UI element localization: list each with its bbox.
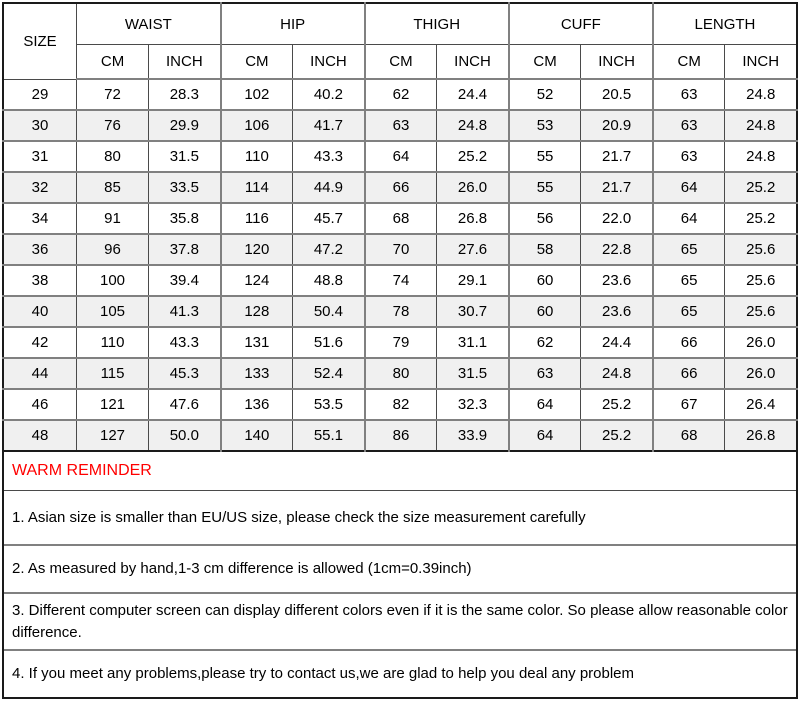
column-group-cuff: CUFF — [509, 3, 653, 45]
value-cell: 62 — [509, 327, 581, 358]
table-row-size-32 — [3, 172, 797, 203]
value-cell: 140 — [221, 420, 293, 451]
header-row-units — [3, 45, 797, 80]
value-cell: 62 — [365, 79, 437, 110]
value-cell: 26.8 — [725, 420, 797, 451]
table-row-size-29 — [3, 79, 797, 110]
value-cell: 96 — [77, 234, 149, 265]
size-chart-body — [3, 79, 797, 451]
value-cell: 106 — [221, 110, 293, 141]
value-cell: 25.2 — [725, 172, 797, 203]
table-row-size-31 — [3, 141, 797, 172]
reminder-note-2: 2. As measured by hand,1-3 cm difference is allowed (1cm=0.39inch) — [4, 544, 796, 592]
value-cell: 58 — [509, 234, 581, 265]
value-cell: 66 — [653, 327, 725, 358]
value-cell: 133 — [221, 358, 293, 389]
column-header-thigh-cm: CM — [365, 45, 437, 80]
reminder-note-1: 1. Asian size is smaller than EU/US size, please check the size measurement carefully — [4, 490, 796, 544]
size-chart-header — [3, 3, 797, 79]
value-cell: 29.9 — [149, 110, 221, 141]
value-cell: 50.0 — [149, 420, 221, 451]
value-cell: 74 — [365, 265, 437, 296]
value-cell: 51.6 — [293, 327, 365, 358]
value-cell: 116 — [221, 203, 293, 234]
column-header-cuff-inch: INCH — [581, 45, 653, 80]
value-cell: 63 — [365, 110, 437, 141]
value-cell: 131 — [221, 327, 293, 358]
column-header-length-cm: CM — [653, 45, 725, 80]
value-cell: 26.0 — [437, 172, 509, 203]
value-cell: 78 — [365, 296, 437, 327]
value-cell: 86 — [365, 420, 437, 451]
value-cell: 31.5 — [437, 358, 509, 389]
value-cell: 24.4 — [581, 327, 653, 358]
table-row-size-38 — [3, 265, 797, 296]
table-row-size-48 — [3, 420, 797, 451]
value-cell: 63 — [653, 79, 725, 110]
value-cell: 100 — [77, 265, 149, 296]
value-cell: 56 — [509, 203, 581, 234]
value-cell: 64 — [653, 203, 725, 234]
value-cell: 48.8 — [293, 265, 365, 296]
value-cell: 72 — [77, 79, 149, 110]
value-cell: 31.5 — [149, 141, 221, 172]
value-cell: 127 — [77, 420, 149, 451]
value-cell: 32.3 — [437, 389, 509, 420]
value-cell: 64 — [365, 141, 437, 172]
value-cell: 60 — [509, 265, 581, 296]
value-cell: 20.5 — [581, 79, 653, 110]
value-cell: 27.6 — [437, 234, 509, 265]
size-cell: 42 — [3, 327, 77, 358]
value-cell: 39.4 — [149, 265, 221, 296]
value-cell: 79 — [365, 327, 437, 358]
value-cell: 20.9 — [581, 110, 653, 141]
value-cell: 121 — [77, 389, 149, 420]
value-cell: 23.6 — [581, 265, 653, 296]
size-chart-table — [2, 2, 798, 452]
column-group-waist: WAIST — [77, 3, 221, 45]
value-cell: 22.8 — [581, 234, 653, 265]
size-chart-page — [2, 2, 798, 699]
value-cell: 110 — [77, 327, 149, 358]
value-cell: 33.9 — [437, 420, 509, 451]
column-group-length: LENGTH — [653, 3, 797, 45]
value-cell: 68 — [365, 203, 437, 234]
column-header-length-inch: INCH — [725, 45, 797, 80]
value-cell: 43.3 — [149, 327, 221, 358]
warm-reminder-title: WARM REMINDER — [12, 462, 152, 480]
value-cell: 44.9 — [293, 172, 365, 203]
value-cell: 24.8 — [725, 141, 797, 172]
column-header-hip-cm: CM — [221, 45, 293, 80]
value-cell: 25.6 — [725, 265, 797, 296]
size-cell: 32 — [3, 172, 77, 203]
column-header-waist-cm: CM — [77, 45, 149, 80]
value-cell: 21.7 — [581, 141, 653, 172]
value-cell: 105 — [77, 296, 149, 327]
value-cell: 22.0 — [581, 203, 653, 234]
value-cell: 66 — [365, 172, 437, 203]
value-cell: 66 — [653, 358, 725, 389]
value-cell: 102 — [221, 79, 293, 110]
value-cell: 24.8 — [725, 110, 797, 141]
value-cell: 25.6 — [725, 234, 797, 265]
value-cell: 23.6 — [581, 296, 653, 327]
value-cell: 55 — [509, 172, 581, 203]
size-cell: 44 — [3, 358, 77, 389]
value-cell: 41.7 — [293, 110, 365, 141]
value-cell: 45.3 — [149, 358, 221, 389]
value-cell: 50.4 — [293, 296, 365, 327]
value-cell: 33.5 — [149, 172, 221, 203]
value-cell: 53 — [509, 110, 581, 141]
value-cell: 29.1 — [437, 265, 509, 296]
value-cell: 25.6 — [725, 296, 797, 327]
value-cell: 136 — [221, 389, 293, 420]
value-cell: 80 — [77, 141, 149, 172]
value-cell: 28.3 — [149, 79, 221, 110]
value-cell: 67 — [653, 389, 725, 420]
value-cell: 24.4 — [437, 79, 509, 110]
value-cell: 37.8 — [149, 234, 221, 265]
value-cell: 60 — [509, 296, 581, 327]
value-cell: 26.4 — [725, 389, 797, 420]
value-cell: 63 — [653, 141, 725, 172]
value-cell: 25.2 — [581, 389, 653, 420]
value-cell: 68 — [653, 420, 725, 451]
value-cell: 24.8 — [725, 79, 797, 110]
value-cell: 25.2 — [581, 420, 653, 451]
value-cell: 110 — [221, 141, 293, 172]
value-cell: 52.4 — [293, 358, 365, 389]
size-cell: 34 — [3, 203, 77, 234]
value-cell: 120 — [221, 234, 293, 265]
value-cell: 47.6 — [149, 389, 221, 420]
column-header-size: SIZE — [3, 3, 77, 79]
column-group-hip: HIP — [221, 3, 365, 45]
table-row-size-42 — [3, 327, 797, 358]
value-cell: 91 — [77, 203, 149, 234]
size-cell: 46 — [3, 389, 77, 420]
value-cell: 41.3 — [149, 296, 221, 327]
value-cell: 65 — [653, 265, 725, 296]
value-cell: 26.0 — [725, 358, 797, 389]
warm-reminder-section — [2, 452, 798, 699]
value-cell: 21.7 — [581, 172, 653, 203]
value-cell: 52 — [509, 79, 581, 110]
size-cell: 48 — [3, 420, 77, 451]
value-cell: 63 — [653, 110, 725, 141]
value-cell: 24.8 — [437, 110, 509, 141]
value-cell: 55 — [509, 141, 581, 172]
value-cell: 26.0 — [725, 327, 797, 358]
table-row-size-40 — [3, 296, 797, 327]
size-cell: 29 — [3, 79, 77, 110]
value-cell: 31.1 — [437, 327, 509, 358]
value-cell: 26.8 — [437, 203, 509, 234]
reminder-note-4: 4. If you meet any problems,please try to contact us,we are glad to help you deal any problem — [4, 649, 796, 697]
column-header-thigh-inch: INCH — [437, 45, 509, 80]
value-cell: 45.7 — [293, 203, 365, 234]
value-cell: 53.5 — [293, 389, 365, 420]
header-row-groups — [3, 3, 797, 45]
value-cell: 64 — [653, 172, 725, 203]
size-cell: 30 — [3, 110, 77, 141]
value-cell: 35.8 — [149, 203, 221, 234]
size-cell: 31 — [3, 141, 77, 172]
size-cell: 36 — [3, 234, 77, 265]
value-cell: 47.2 — [293, 234, 365, 265]
value-cell: 70 — [365, 234, 437, 265]
value-cell: 24.8 — [581, 358, 653, 389]
value-cell: 43.3 — [293, 141, 365, 172]
table-row-size-46 — [3, 389, 797, 420]
column-header-cuff-cm: CM — [509, 45, 581, 80]
value-cell: 114 — [221, 172, 293, 203]
table-row-size-36 — [3, 234, 797, 265]
reminder-note-3: 3. Different computer screen can display different colors even if it is the same color. So please allow reasonable color difference. — [4, 592, 796, 649]
value-cell: 40.2 — [293, 79, 365, 110]
column-header-waist-inch: INCH — [149, 45, 221, 80]
table-row-size-30 — [3, 110, 797, 141]
table-row-size-44 — [3, 358, 797, 389]
size-cell: 38 — [3, 265, 77, 296]
value-cell: 55.1 — [293, 420, 365, 451]
value-cell: 128 — [221, 296, 293, 327]
value-cell: 65 — [653, 296, 725, 327]
value-cell: 25.2 — [725, 203, 797, 234]
value-cell: 85 — [77, 172, 149, 203]
size-cell: 40 — [3, 296, 77, 327]
column-header-hip-inch: INCH — [293, 45, 365, 80]
value-cell: 115 — [77, 358, 149, 389]
table-row-size-34 — [3, 203, 797, 234]
value-cell: 30.7 — [437, 296, 509, 327]
value-cell: 25.2 — [437, 141, 509, 172]
value-cell: 64 — [509, 420, 581, 451]
value-cell: 80 — [365, 358, 437, 389]
value-cell: 124 — [221, 265, 293, 296]
value-cell: 82 — [365, 389, 437, 420]
value-cell: 76 — [77, 110, 149, 141]
value-cell: 63 — [509, 358, 581, 389]
column-group-thigh: THIGH — [365, 3, 509, 45]
value-cell: 65 — [653, 234, 725, 265]
value-cell: 64 — [509, 389, 581, 420]
